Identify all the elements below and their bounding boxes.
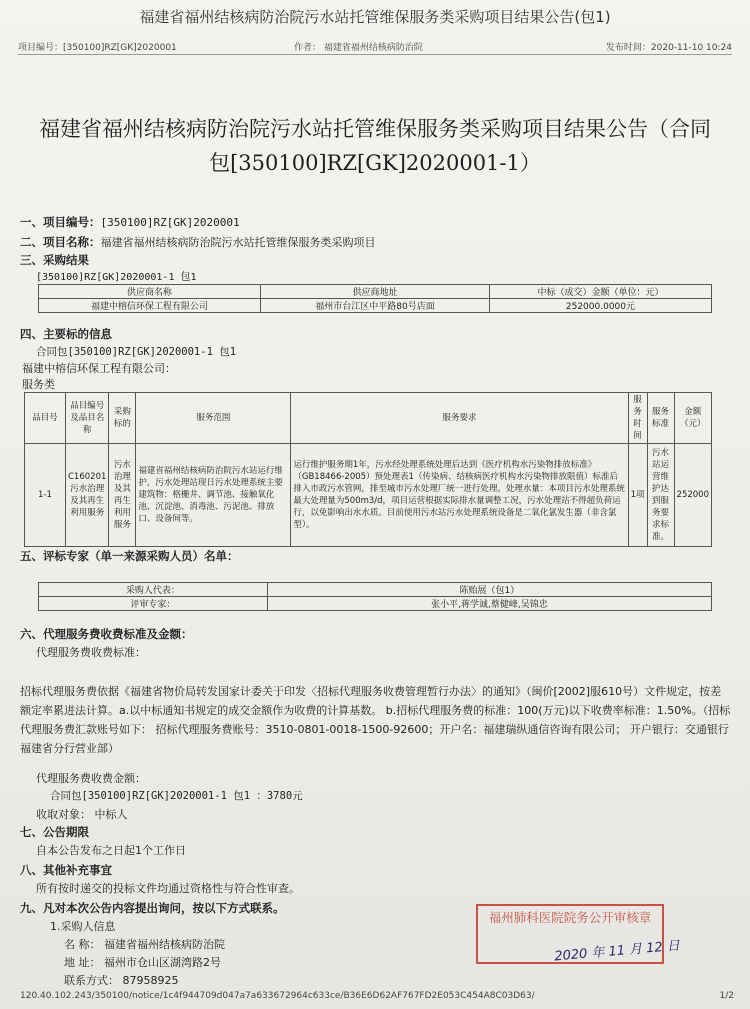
project-number-meta: 项目编号：[350100]RZ[GK]2020001	[18, 43, 177, 53]
purchaser-address: 地 址： 福州市仓山区湖湾路2号	[64, 956, 221, 969]
section-4-label: 四、主要标的信息	[20, 327, 112, 341]
fee-payer: 收取对象： 中标人	[36, 808, 128, 821]
page-url: 120.40.102.243/350100/notice/1c4f944709d047a7a633672964c633ce/B36E6D62AF767FD2E053C454A8C03D63/	[20, 991, 535, 1001]
fee-amount: 合同包[350100]RZ[GK]2020001-1 包1 ：3780元	[50, 790, 303, 802]
service-time: 1项	[628, 444, 647, 547]
subject-table	[24, 392, 712, 547]
col-supplier-name: 供应商名称	[39, 285, 261, 299]
col-amount: 金额（元）	[674, 393, 711, 444]
col-award-amount: 中标（成交）金额（单位：元）	[489, 285, 711, 299]
project-name: 福建省福州结核病防治院污水站托管维保服务类采购项目	[100, 236, 376, 249]
author-meta: 作者： 福建省福州结核病防治院	[294, 43, 423, 53]
notice-title-line2: 包[350100]RZ[GK]2020001-1）	[209, 151, 541, 175]
fee-amount-label: 代理服务费收费金额：	[36, 772, 146, 785]
header-divider	[18, 54, 732, 55]
expert-table	[38, 582, 712, 611]
purchaser-contact: 联系方式： 87958925	[64, 974, 179, 987]
requirements: 运行维护服务期1年，污水经处理系统处理后达到《医疗机构水污染物排放标准》（GB18466-2005）预处理表1（传染病、结核病医疗机构水污染物排放限值）标准后排入市政污水管网，排至城市污水处理厂统一进行处理。处理水量：本项目污水处理系统最大处理量为500m3/d，项目运营根据实际排水量调整工况，污水处理站不得超负荷运行，以免影响出水水质。目前使用污水站污水处理系统设备是二氧化氯发生器（非含氯型）。	[291, 444, 628, 547]
stamp-text: 福州肺科医院院务公开审核章	[488, 910, 652, 925]
notice-title-line1: 福建省福州结核病防治院污水站托管维保服务类采购项目结果公告（合同	[39, 117, 711, 141]
col-scope: 服务范围	[136, 393, 291, 444]
table-row	[39, 597, 712, 611]
handwritten-date: 2020 年 11 月 12 日	[553, 938, 681, 965]
table-row	[39, 583, 712, 597]
section-7-label: 七、公告期限	[20, 825, 89, 839]
section-9-label: 九、凡对本次公告内容提出询问，按以下方式联系。	[20, 901, 285, 915]
award-amount: 252000.0000元	[489, 299, 711, 313]
fee-standard-paragraph: 招标代理服务费依据《福建省物价局转发国家计委关于印发〈招标代理服务收费管理暂行办法〉的通知》（闽价[2002]服610号）文件规定，按差额定率累进法计算。a.以中标通知书规定的成交金额作为收费的计算基数。 b.招标代理服务费的标准：100(万元)以下收费率标准：1.50%。（招标代理服务费汇款账号如下： 招标代理服务费账号：3510-0801-0018-1500-92600；开户名：福建瑞纵通信咨询有限公司； 开户银行：交通银行福建省分行营业部）	[20, 685, 731, 755]
purchaser-name: 名 称： 福建省福州结核病防治院	[64, 938, 225, 951]
section-2-label: 二、项目名称：	[20, 235, 101, 249]
section-8-label: 八、其他补充事宜	[20, 863, 112, 877]
result-table	[38, 284, 712, 313]
col-time: 服务时间	[628, 393, 647, 444]
supplier-address: 福州市台江区中平路80号店面	[261, 299, 490, 313]
project-number: [350100]RZ[GK]2020001	[100, 216, 240, 229]
supplier-line: 福建中榕信环保工程有限公司：	[22, 362, 176, 375]
table-row	[39, 299, 712, 313]
section-1	[20, 214, 240, 230]
scope: 福建省福州结核病防治院污水站运行维护，污水处理站现日污水处理系统主要建筑物：格栅井、调节池、接触氧化池、沉淀池、消毒池、污泥池、排放口、设备间等。	[136, 444, 291, 547]
col-supplier-address: 供应商地址	[261, 285, 490, 299]
amount: 252000	[674, 444, 711, 547]
page-number: 1/2	[719, 991, 734, 1001]
col-standard: 服务标准	[647, 393, 674, 444]
table-row	[25, 444, 712, 547]
publish-time-meta: 发布时间：2020-11-10 10:24	[605, 43, 732, 53]
browser-print-title: 福建省福州结核病防治院污水站托管维保服务类采购项目结果公告(包1)	[139, 8, 611, 26]
result-package: [350100]RZ[GK]2020001-1 包1	[36, 272, 197, 283]
col-item-no: 品目号	[25, 393, 66, 444]
section-6-label: 六、代理服务费收费标准及金额：	[20, 627, 193, 641]
section-1-label: 一、项目编号：	[20, 215, 101, 229]
subject-table-header	[25, 393, 712, 444]
purchaser-rep-names: 陈贻展（包1）	[267, 583, 711, 597]
item-no: 1-1	[25, 444, 66, 547]
fee-standard-label: 代理服务费收费标准：	[36, 646, 146, 659]
notice-title	[30, 112, 720, 180]
notice-period: 自本公告发布之日起1个工作日	[36, 844, 186, 857]
purchaser-info-label: 1.采购人信息	[50, 920, 116, 933]
section-2	[20, 234, 376, 250]
section-5-label: 五、评标专家（单一来源采购人员）名单：	[20, 549, 239, 563]
expert-names: 张小平,蒋学诚,蔡健峰,吴锦忠	[267, 597, 711, 611]
service-standard: 污水站运营维护达到服务要求标准。	[647, 444, 674, 547]
supplementary-note: 所有按时递交的投标文件均通过资格性与符合性审查。	[36, 882, 300, 895]
result-table-header	[39, 285, 712, 299]
role-experts: 评审专家：	[39, 597, 268, 611]
col-requirements: 服务要求	[291, 393, 628, 444]
target: 污水治理及其再生利用服务	[109, 444, 136, 547]
col-item-name: 品目编号及品目名称	[66, 393, 109, 444]
supplier-name: 福建中榕信环保工程有限公司	[39, 299, 261, 313]
contract-package: 合同包[350100]RZ[GK]2020001-1 包1	[36, 346, 237, 358]
col-target: 采购标的	[109, 393, 136, 444]
role-purchaser-rep: 采购人代表：	[39, 583, 268, 597]
category-line: 服务类	[22, 378, 55, 391]
section-3-label: 三、采购结果	[20, 253, 89, 267]
item-name: C160201污水治理及其再生利用服务	[66, 444, 109, 547]
